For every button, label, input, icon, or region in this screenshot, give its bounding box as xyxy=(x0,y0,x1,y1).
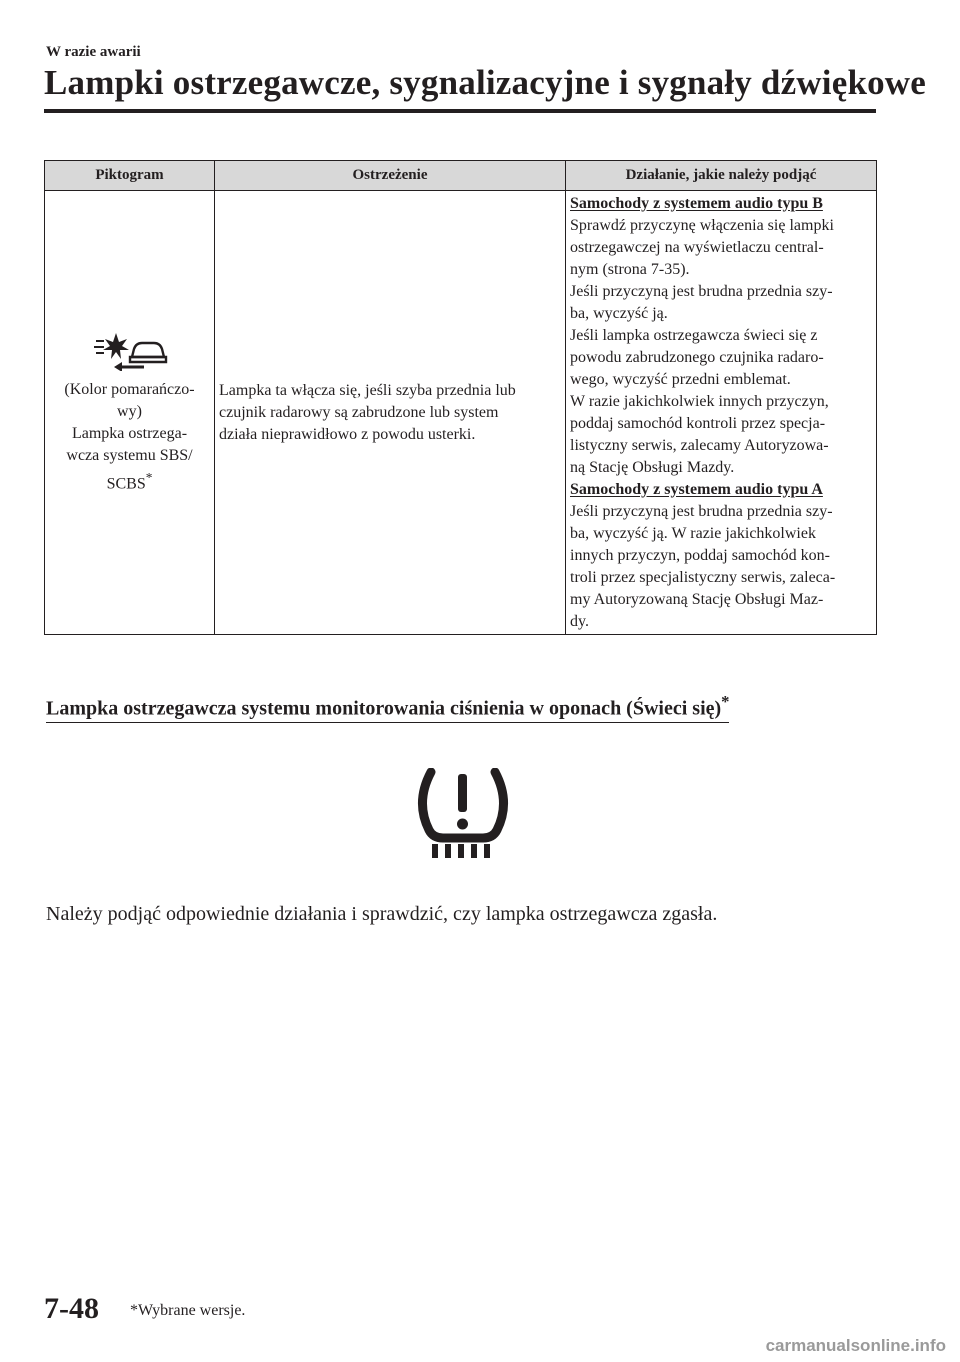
pictogram-system-name: SCBS xyxy=(106,475,146,493)
action-line: innych przyczyn, poddaj samochód kon- xyxy=(570,546,830,564)
action-line: ba, wyczyść ją. xyxy=(570,304,668,322)
pictogram-line xyxy=(51,467,208,495)
page-number: 7-48 xyxy=(44,1292,99,1325)
table-row xyxy=(45,191,877,635)
action-line: troli przez specjalistyczny serwis, zaleca- xyxy=(570,568,836,586)
pictogram-line: wy) xyxy=(117,403,142,421)
action-line: Sprawdź przyczynę włączenia się lampki xyxy=(570,216,834,234)
action-line: wego, wyczyść przedni emblemat. xyxy=(570,370,791,388)
column-header-action: Działanie, jakie należy podjąć xyxy=(566,161,877,191)
action-line: dy. xyxy=(570,612,589,630)
warning-cell xyxy=(215,191,566,635)
pictogram-line: Lampka ostrzega- xyxy=(71,425,188,443)
sbs-scbs-warning-icon xyxy=(92,329,168,371)
tire-pressure-warning-icon xyxy=(413,768,513,860)
watermark: carmanualsonline.info xyxy=(765,1336,946,1355)
page-title: Lampki ostrzegawcze, sygnalizacyjne i sygnały dźwiękowe xyxy=(44,63,927,102)
footnote-mark: * xyxy=(721,692,730,711)
column-header-pictogram: Piktogram xyxy=(45,161,215,191)
warning-line: działa nieprawidłowo z powodu usterki. xyxy=(219,425,476,443)
action-line: powodu zabrudzonego czujnika radaro- xyxy=(570,348,824,366)
section-label: W razie awarii xyxy=(46,44,141,60)
action-line: nym (strona 7-35). xyxy=(570,260,690,278)
action-line: my Autoryzowaną Stację Obsługi Maz- xyxy=(570,590,824,608)
table-header-row xyxy=(45,161,877,191)
footnote-mark: * xyxy=(145,470,153,486)
action-cell xyxy=(566,191,877,635)
tpms-heading-text: Lampka ostrzegawcza systemu monitorowania ciśnienia w oponach (Świeci się) xyxy=(46,697,722,720)
action-line: ba, wyczyść ją. W razie jakichkolwiek xyxy=(570,524,816,542)
audio-type-a-heading: Samochody z systemem audio typu A xyxy=(570,480,823,498)
action-line: Jeśli lampka ostrzegawcza świeci się z xyxy=(570,326,818,344)
action-line: ną Stację Obsługi Mazdy. xyxy=(570,458,735,476)
warning-line: Lampka ta włącza się, jeśli szyba przednia lub xyxy=(219,381,516,399)
audio-type-b-heading: Samochody z systemem audio typu B xyxy=(570,194,823,212)
action-line: Jeśli przyczyną jest brudna przednia szy- xyxy=(570,502,833,520)
action-line: ostrzegawczej na wyświetlaczu central- xyxy=(570,238,824,256)
action-line: poddaj samochód kontroli przez specja- xyxy=(570,414,826,432)
pictogram-line: wcza systemu SBS/ xyxy=(66,447,193,465)
pictogram-cell xyxy=(45,191,215,635)
footnote: *Wybrane wersje. xyxy=(130,1302,246,1319)
action-line: listyczny serwis, zalecamy Autoryzowa- xyxy=(570,436,829,454)
pictogram-line: (Kolor pomarańczo- xyxy=(64,381,195,399)
warning-line: czujnik radarowy są zabrudzone lub system xyxy=(219,403,499,421)
warning-table xyxy=(44,160,877,635)
tpms-heading xyxy=(46,692,729,723)
action-line: W razie jakichkolwiek innych przyczyn, xyxy=(570,392,829,410)
title-rule xyxy=(44,109,876,113)
tpms-instruction: Należy podjąć odpowiednie działania i sprawdzić, czy lampka ostrzegawcza zgasła. xyxy=(46,903,718,925)
action-line: Jeśli przyczyną jest brudna przednia szy- xyxy=(570,282,833,300)
column-header-warning: Ostrzeżenie xyxy=(215,161,566,191)
